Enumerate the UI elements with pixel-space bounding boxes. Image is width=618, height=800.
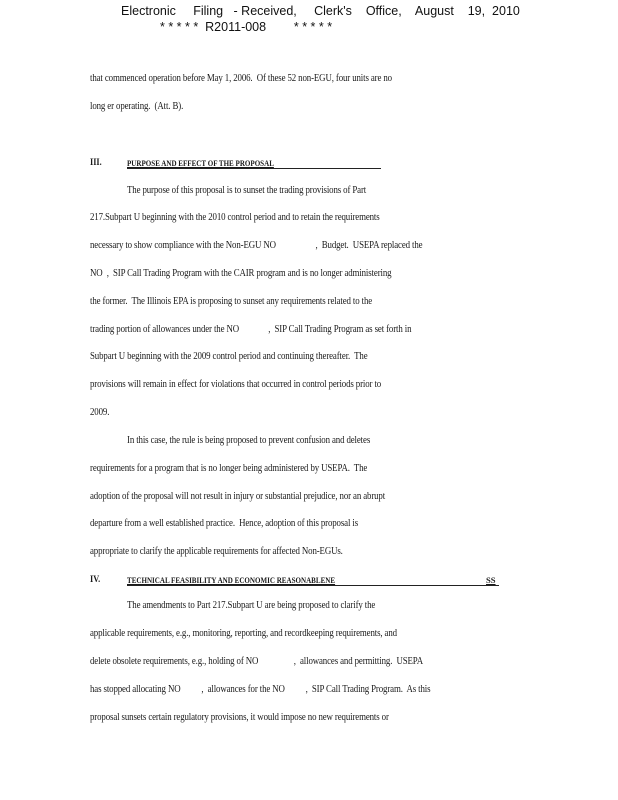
body-line: 2009. [90, 407, 110, 418]
docket-number: * * * * * R2011-008 * * * * * [160, 20, 333, 34]
body-line: adoption of the proposal will not result in injury or substantial prejudice, nor an abrupt [90, 491, 386, 502]
body-line: requirements for a program that is no longer being administered by USEPA. The [90, 463, 368, 474]
section-title: PURPOSE AND EFFECT OF THE PROPOSAL [127, 158, 274, 168]
body-line: delete obsolete requirements, e.g., holding of NO , allowances and permitting. USEPA [90, 656, 424, 667]
section-underline [127, 585, 499, 586]
body-line: departure from a well established practice. Hence, adoption of this proposal is [90, 518, 359, 529]
body-line: In this case, the rule is being proposed to prevent confusion and deletes [127, 435, 371, 446]
body-line: The purpose of this proposal is to sunset the trading provisions of Part [127, 185, 367, 196]
body-line: provisions will remain in effect for violations that occurred in control periods prior to [90, 379, 382, 390]
body-line: has stopped allocating NO , allowances for the NO , SIP Call Trading Program. As this [90, 684, 431, 695]
body-line: appropriate to clarify the applicable requirements for affected Non-EGUs. [90, 546, 343, 557]
body-line: necessary to show compliance with the Non-EGU NO , Budget. USEPA replaced the [90, 240, 423, 251]
section-number: IV. [90, 574, 101, 585]
section-title-tail: SS [486, 575, 496, 585]
body-line: The amendments to Part 217.Subpart U are being proposed to clarify the [127, 600, 376, 611]
body-line: long er operating. (Att. B). [90, 101, 184, 112]
section-number: III. [90, 157, 102, 168]
section-title: TECHNICAL FEASIBILITY AND ECONOMIC REASONABLENE [127, 575, 336, 585]
section-underline [127, 168, 381, 169]
body-line: Subpart U beginning with the 2009 control period and continuing thereafter. The [90, 351, 368, 362]
body-line: applicable requirements, e.g., monitoring, reporting, and recordkeeping requirements, and [90, 628, 397, 639]
body-line: trading portion of allowances under the NO , SIP Call Trading Program as set forth in [90, 324, 412, 335]
body-line: 217.Subpart U beginning with the 2010 control period and to retain the requirements [90, 212, 380, 223]
body-line: proposal sunsets certain regulatory provisions, it would impose no new requirements or [90, 712, 389, 723]
body-line: the former. The Illinois EPA is proposing to sunset any requirements related to the [90, 296, 373, 307]
body-line: NO , SIP Call Trading Program with the CAIR program and is no longer administering [90, 268, 392, 279]
filing-header: Electronic Filing - Received, Clerk's Office, August 19, 2010 [121, 4, 520, 18]
body-line: that commenced operation before May 1, 2006. Of these 52 non-EGU, four units are no [90, 73, 392, 84]
